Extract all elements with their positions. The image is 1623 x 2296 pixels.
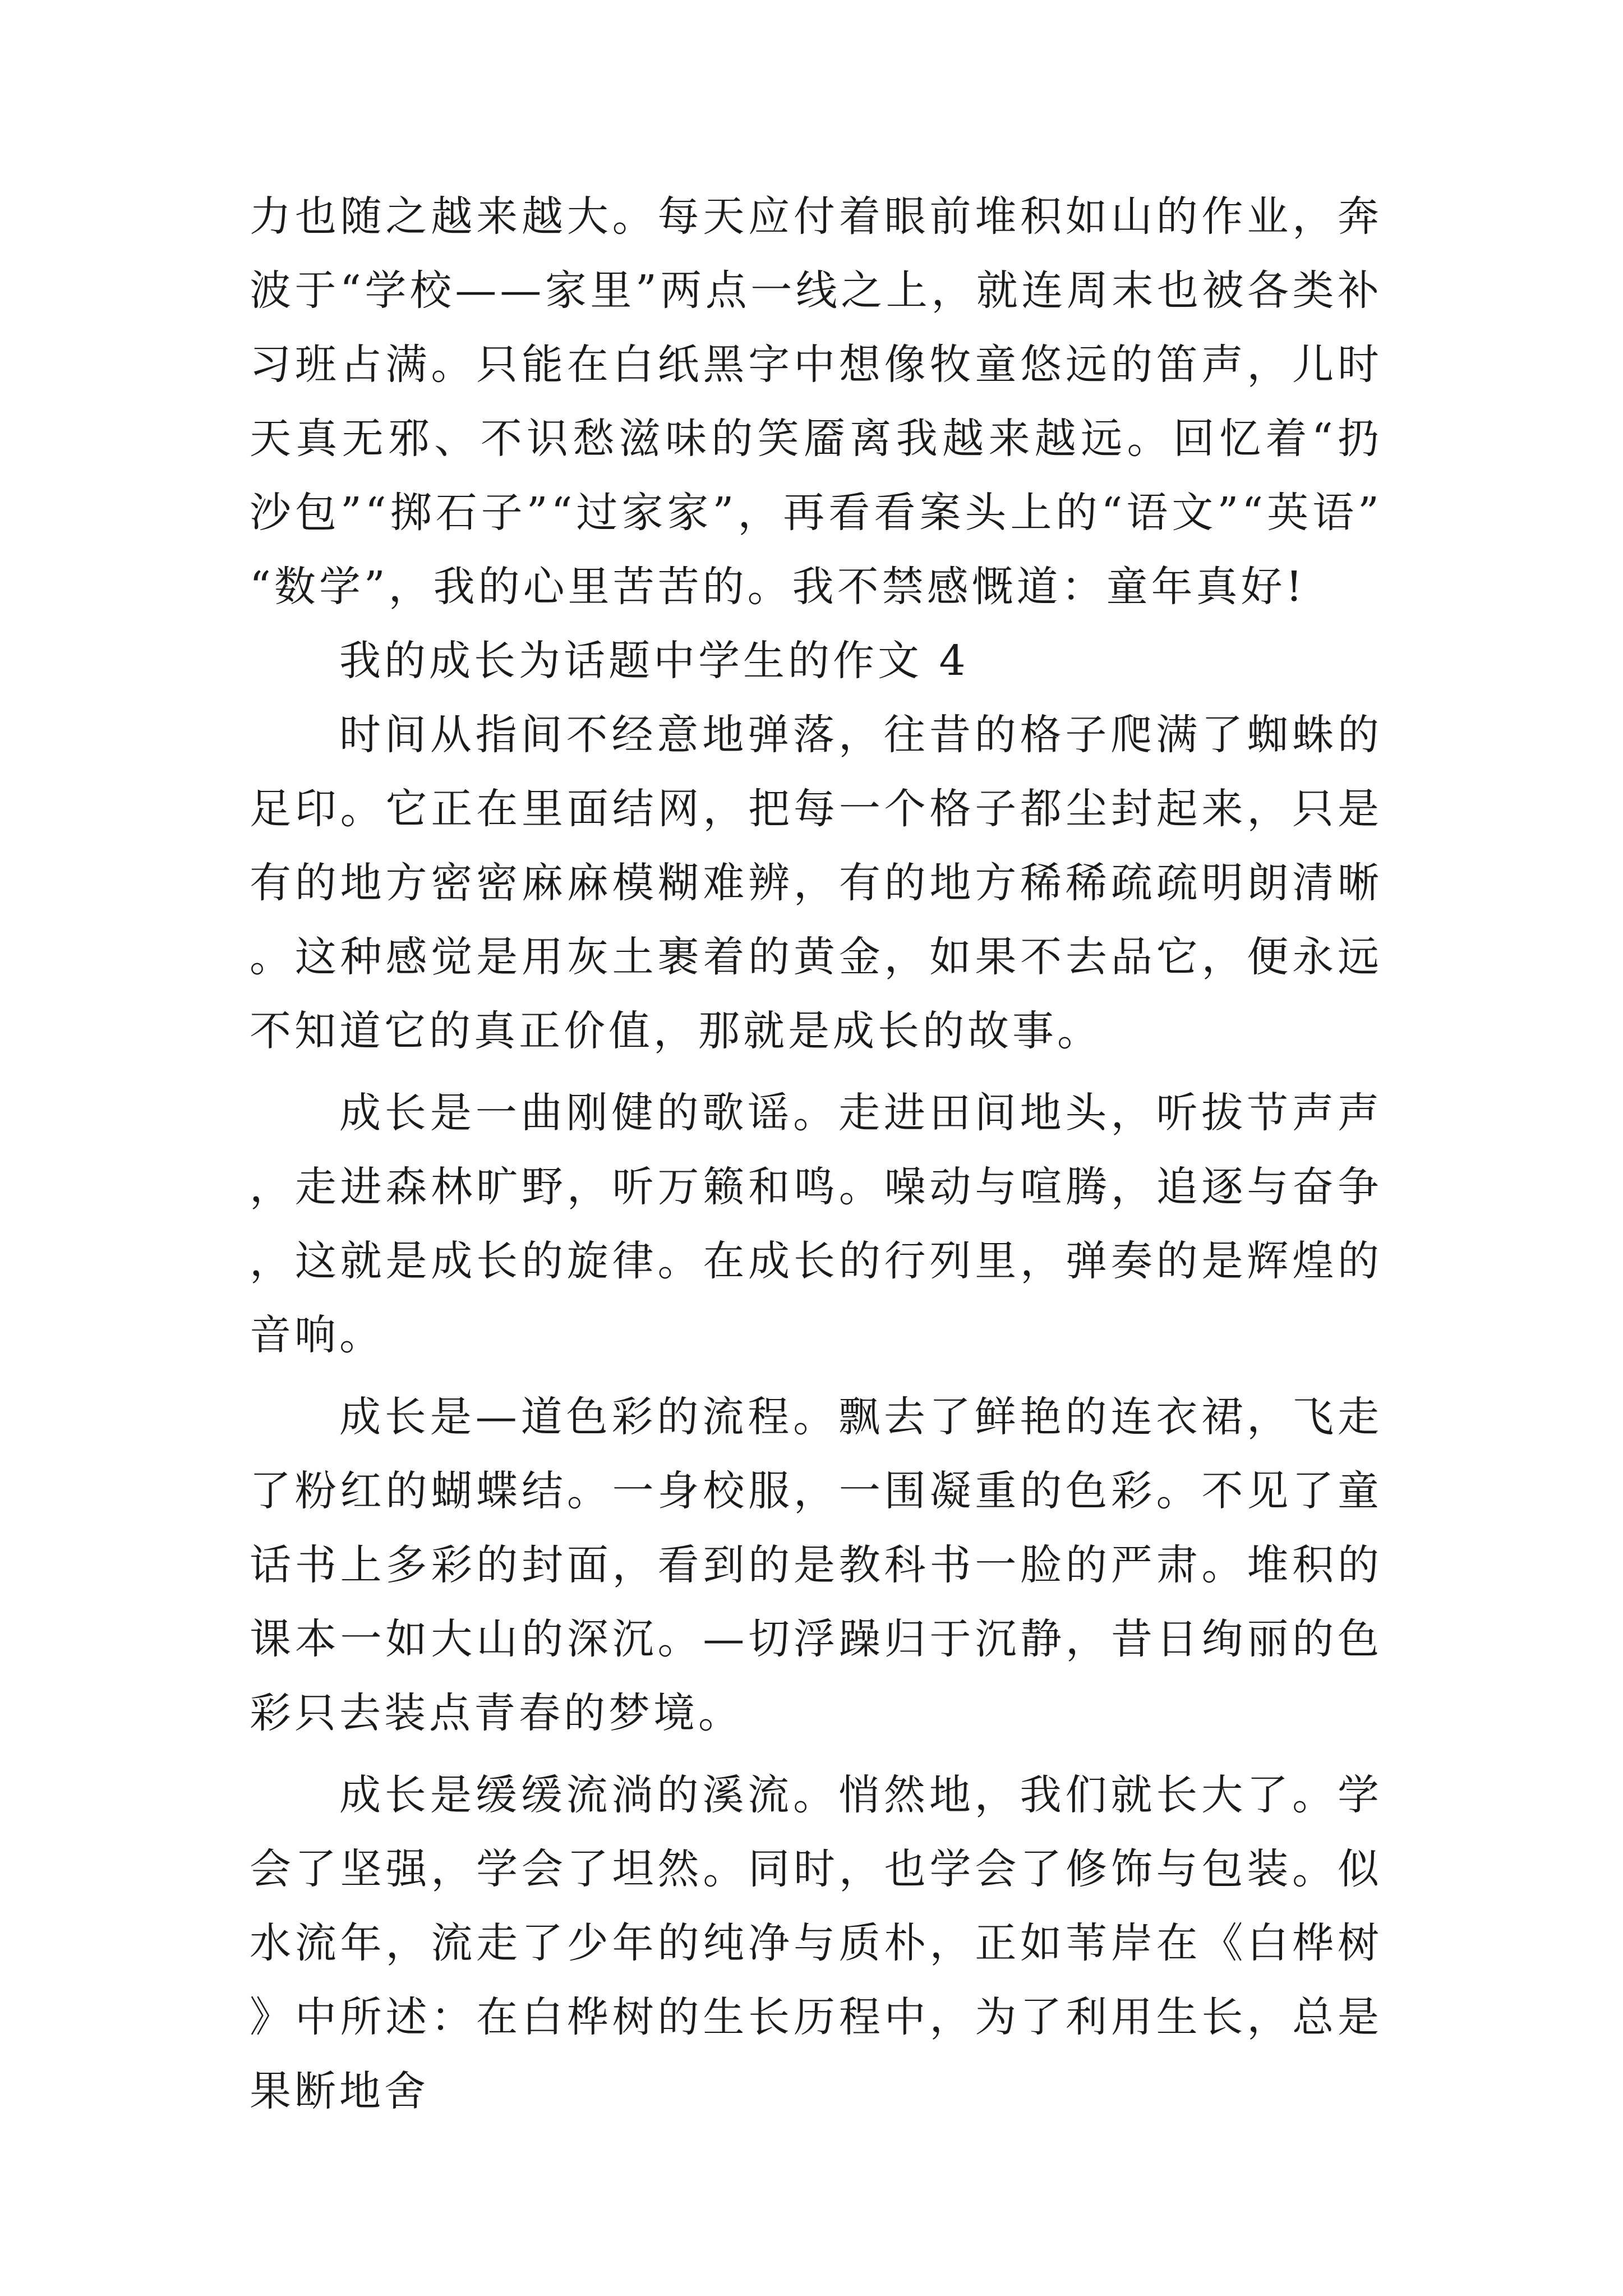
paragraph-continued: 力也随之越来越大。每天应付着眼前堆积如山的作业，奔波于“学校——家里”两点一线之上，就连周末也被各类补习班占满。只能在白纸黑字中想像牧童悠远的笛声，儿时天真无邪、不识愁滋味的笑靥离我越来越远。回忆着“扔沙包”“掷石子”“过家家”，再看看案头上的“语文”“英语”“数学”，我的心里苦苦的。我不禁感慨道：童年真好!: [250, 192, 1382, 611]
paragraph-gap: [250, 1372, 1382, 1380]
paragraph-gap: [250, 1068, 1382, 1076]
essay-body: [250, 180, 1382, 2128]
essay-heading: 我的成长为话题中学生的作文 4: [339, 637, 969, 685]
paragraph-color: 成长是—道色彩的流程。飘去了鲜艳的连衣裙，飞走了粉红的蝴蝶结。一身校服，一围凝重的色彩。不见了童话书上多彩的封面，看到的是教科书一脸的严肃。堆积的课本一如大山的深沉。—切浮躁归于沉静，昔日绚丽的色彩只去装点青春的梦境。: [250, 1393, 1382, 1737]
paragraph-time: 时间从指间不经意地弹落，往昔的格子爬满了蜘蛛的足印。它正在里面结网，把每一个格子都尘封起来，只是有的地方密密麻麻模糊难辨，有的地方稀稀疏疏明朗清晰。这种感觉是用灰土裹着的黄金，如果不去品它，便永远不知道它的真正价值，那就是成长的故事。: [250, 711, 1382, 1055]
paragraph-stream: 成长是缓缓流淌的溪流。悄然地，我们就长大了。学会了坚强，学会了坦然。同时，也学会了修饰与包装。似水流年，流走了少年的纯净与质朴，正如苇岸在《白桦树》中所述：在白桦树的生长历程中，为了利用生长，总是果断地舍: [250, 1771, 1382, 2115]
paragraph-gap: [250, 1750, 1382, 1758]
paragraph-song: 成长是一曲刚健的歌谣。走进田间地头，听拔节声声，走进森林旷野，听万籁和鸣。噪动与喧腾，追逐与奋争，这就是成长的旋律。在成长的行列里，弹奏的是辉煌的音响。: [250, 1089, 1382, 1359]
